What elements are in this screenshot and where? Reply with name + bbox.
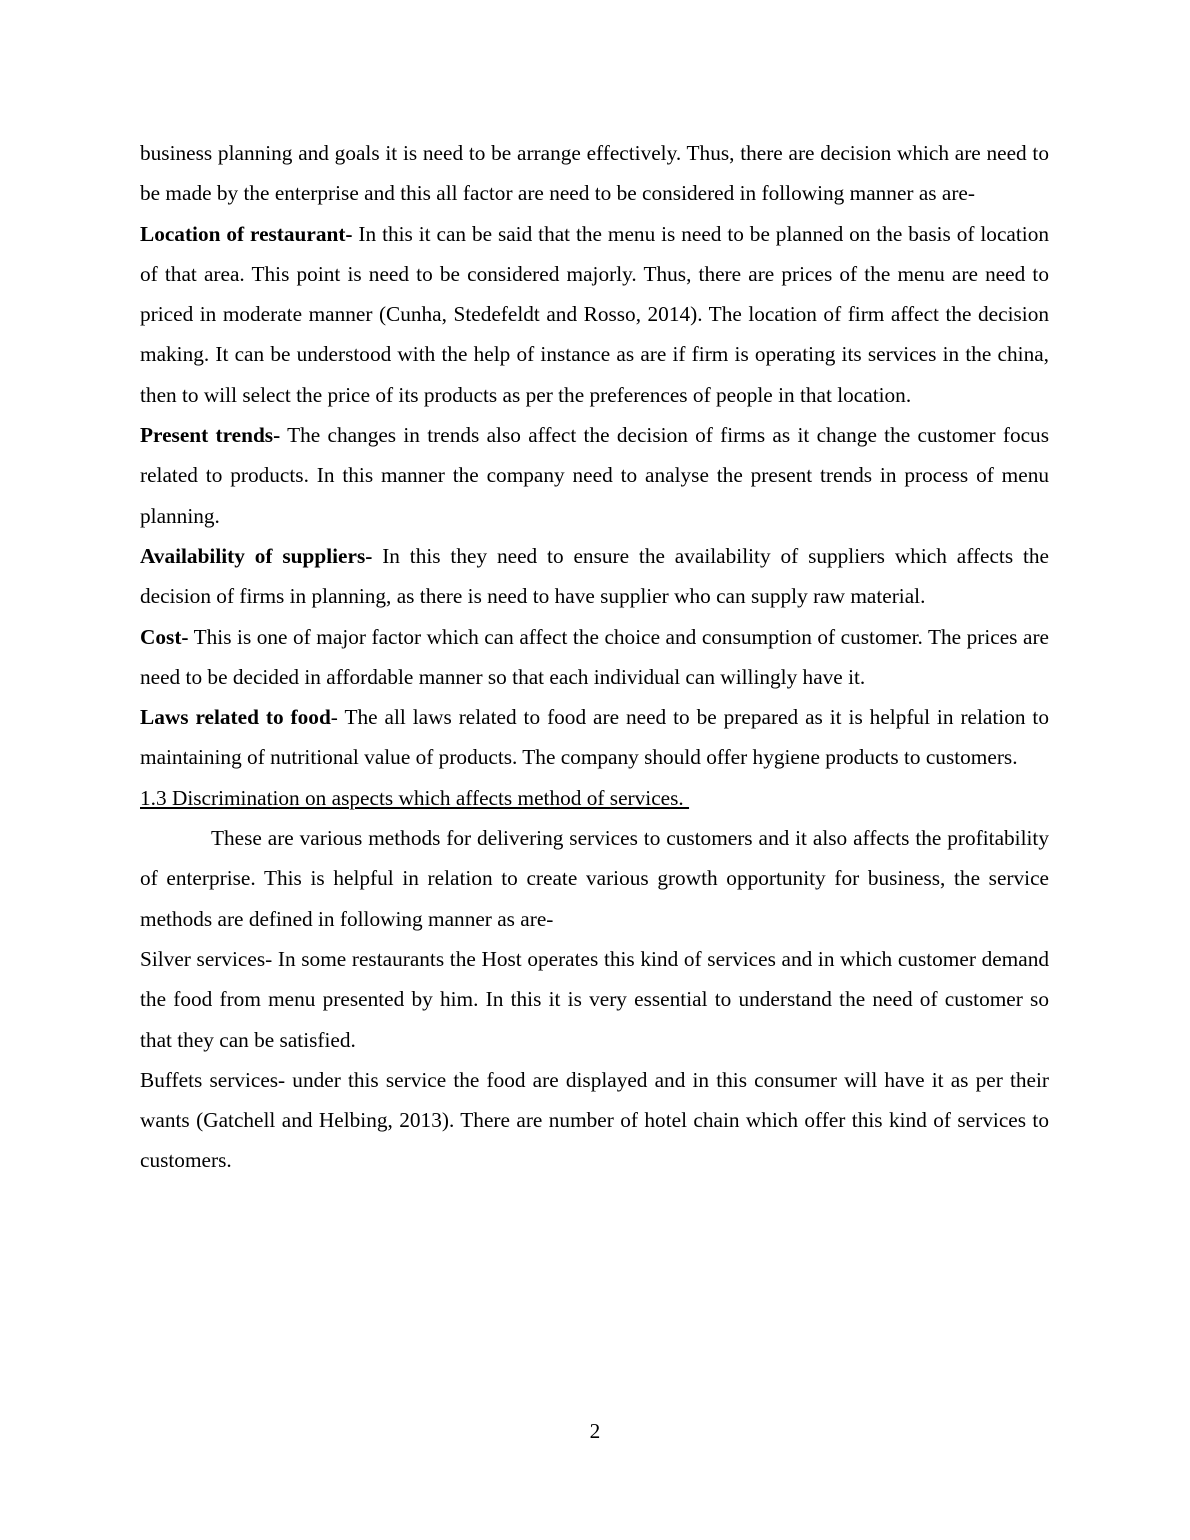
factor-term: Availability of suppliers-	[140, 543, 373, 568]
factor-text: This is one of major factor which can affect the choice and consumption of customer. The prices are need to be decided in affordable manner so that each individual can willingly have it.	[140, 624, 1049, 689]
factor-term: Location of restaurant-	[140, 221, 353, 246]
factor-paragraph-laws	[140, 697, 1049, 778]
section-intro-paragraph: These are various methods for delivering services to customers and it also affects the profitability of enterprise. This is helpful in relation to create various growth opportunity for business, the service methods are defined in following manner as are-	[140, 826, 1049, 931]
factor-text: - The all laws related to food are need to be prepared as it is helpful in relation to maintaining of nutritional value of products. The company should offer hygiene products to customers.	[140, 705, 1049, 770]
factor-term: Present trends-	[140, 423, 281, 448]
intro-paragraph: business planning and goals it is need to be arrange effectively. Thus, there are decision which are need to be made by the enterprise and this all factor are need to be considered in following manner as are-	[140, 141, 1049, 206]
factor-term: Laws related to food	[140, 705, 331, 730]
service-paragraph-buffet: Buffets services- under this service the food are displayed and in this consumer will have it as per their wants (Gatchell and Helbing, 2013). There are number of hotel chain which offer this kind of services to customers.	[140, 1067, 1049, 1173]
factor-paragraph-trends	[140, 415, 1049, 536]
factor-term: Cost-	[140, 624, 189, 649]
factor-text: In this it can be said that the menu is need to be planned on the basis of location of that area. This point is need to be considered majorly. Thus, there are prices of the menu are need to priced in moderate manner (Cunha, Stedefeldt and Rosso, 2014). The location of firm affect the decision making. It can be understood with the help of instance as are if firm is operating its services in the china, then to will select the price of its products as per the preferences of people in that location.	[140, 221, 1049, 407]
document-page	[140, 133, 1049, 1181]
section-heading: 1.3 Discrimination on aspects which affects method of services.	[140, 785, 690, 810]
factor-paragraph-suppliers	[140, 536, 1049, 617]
factor-text: The changes in trends also affect the decision of firms as it change the customer focus related to products. In this manner the company need to analyse the present trends in process of menu planning.	[140, 423, 1049, 528]
factor-text: In this they need to ensure the availability of suppliers which affects the decision of firms in planning, as there is need to have supplier who can supply raw material.	[140, 543, 1049, 609]
factor-paragraph-location	[140, 214, 1049, 415]
factor-paragraph-cost	[140, 617, 1049, 698]
page-number: 2	[589, 1419, 601, 1443]
service-paragraph-silver: Silver services- In some restaurants the Host operates this kind of services and in which customer demand the food from menu presented by him. In this it is very essential to understand the need of customer so that they can be satisfied.	[140, 946, 1049, 1052]
